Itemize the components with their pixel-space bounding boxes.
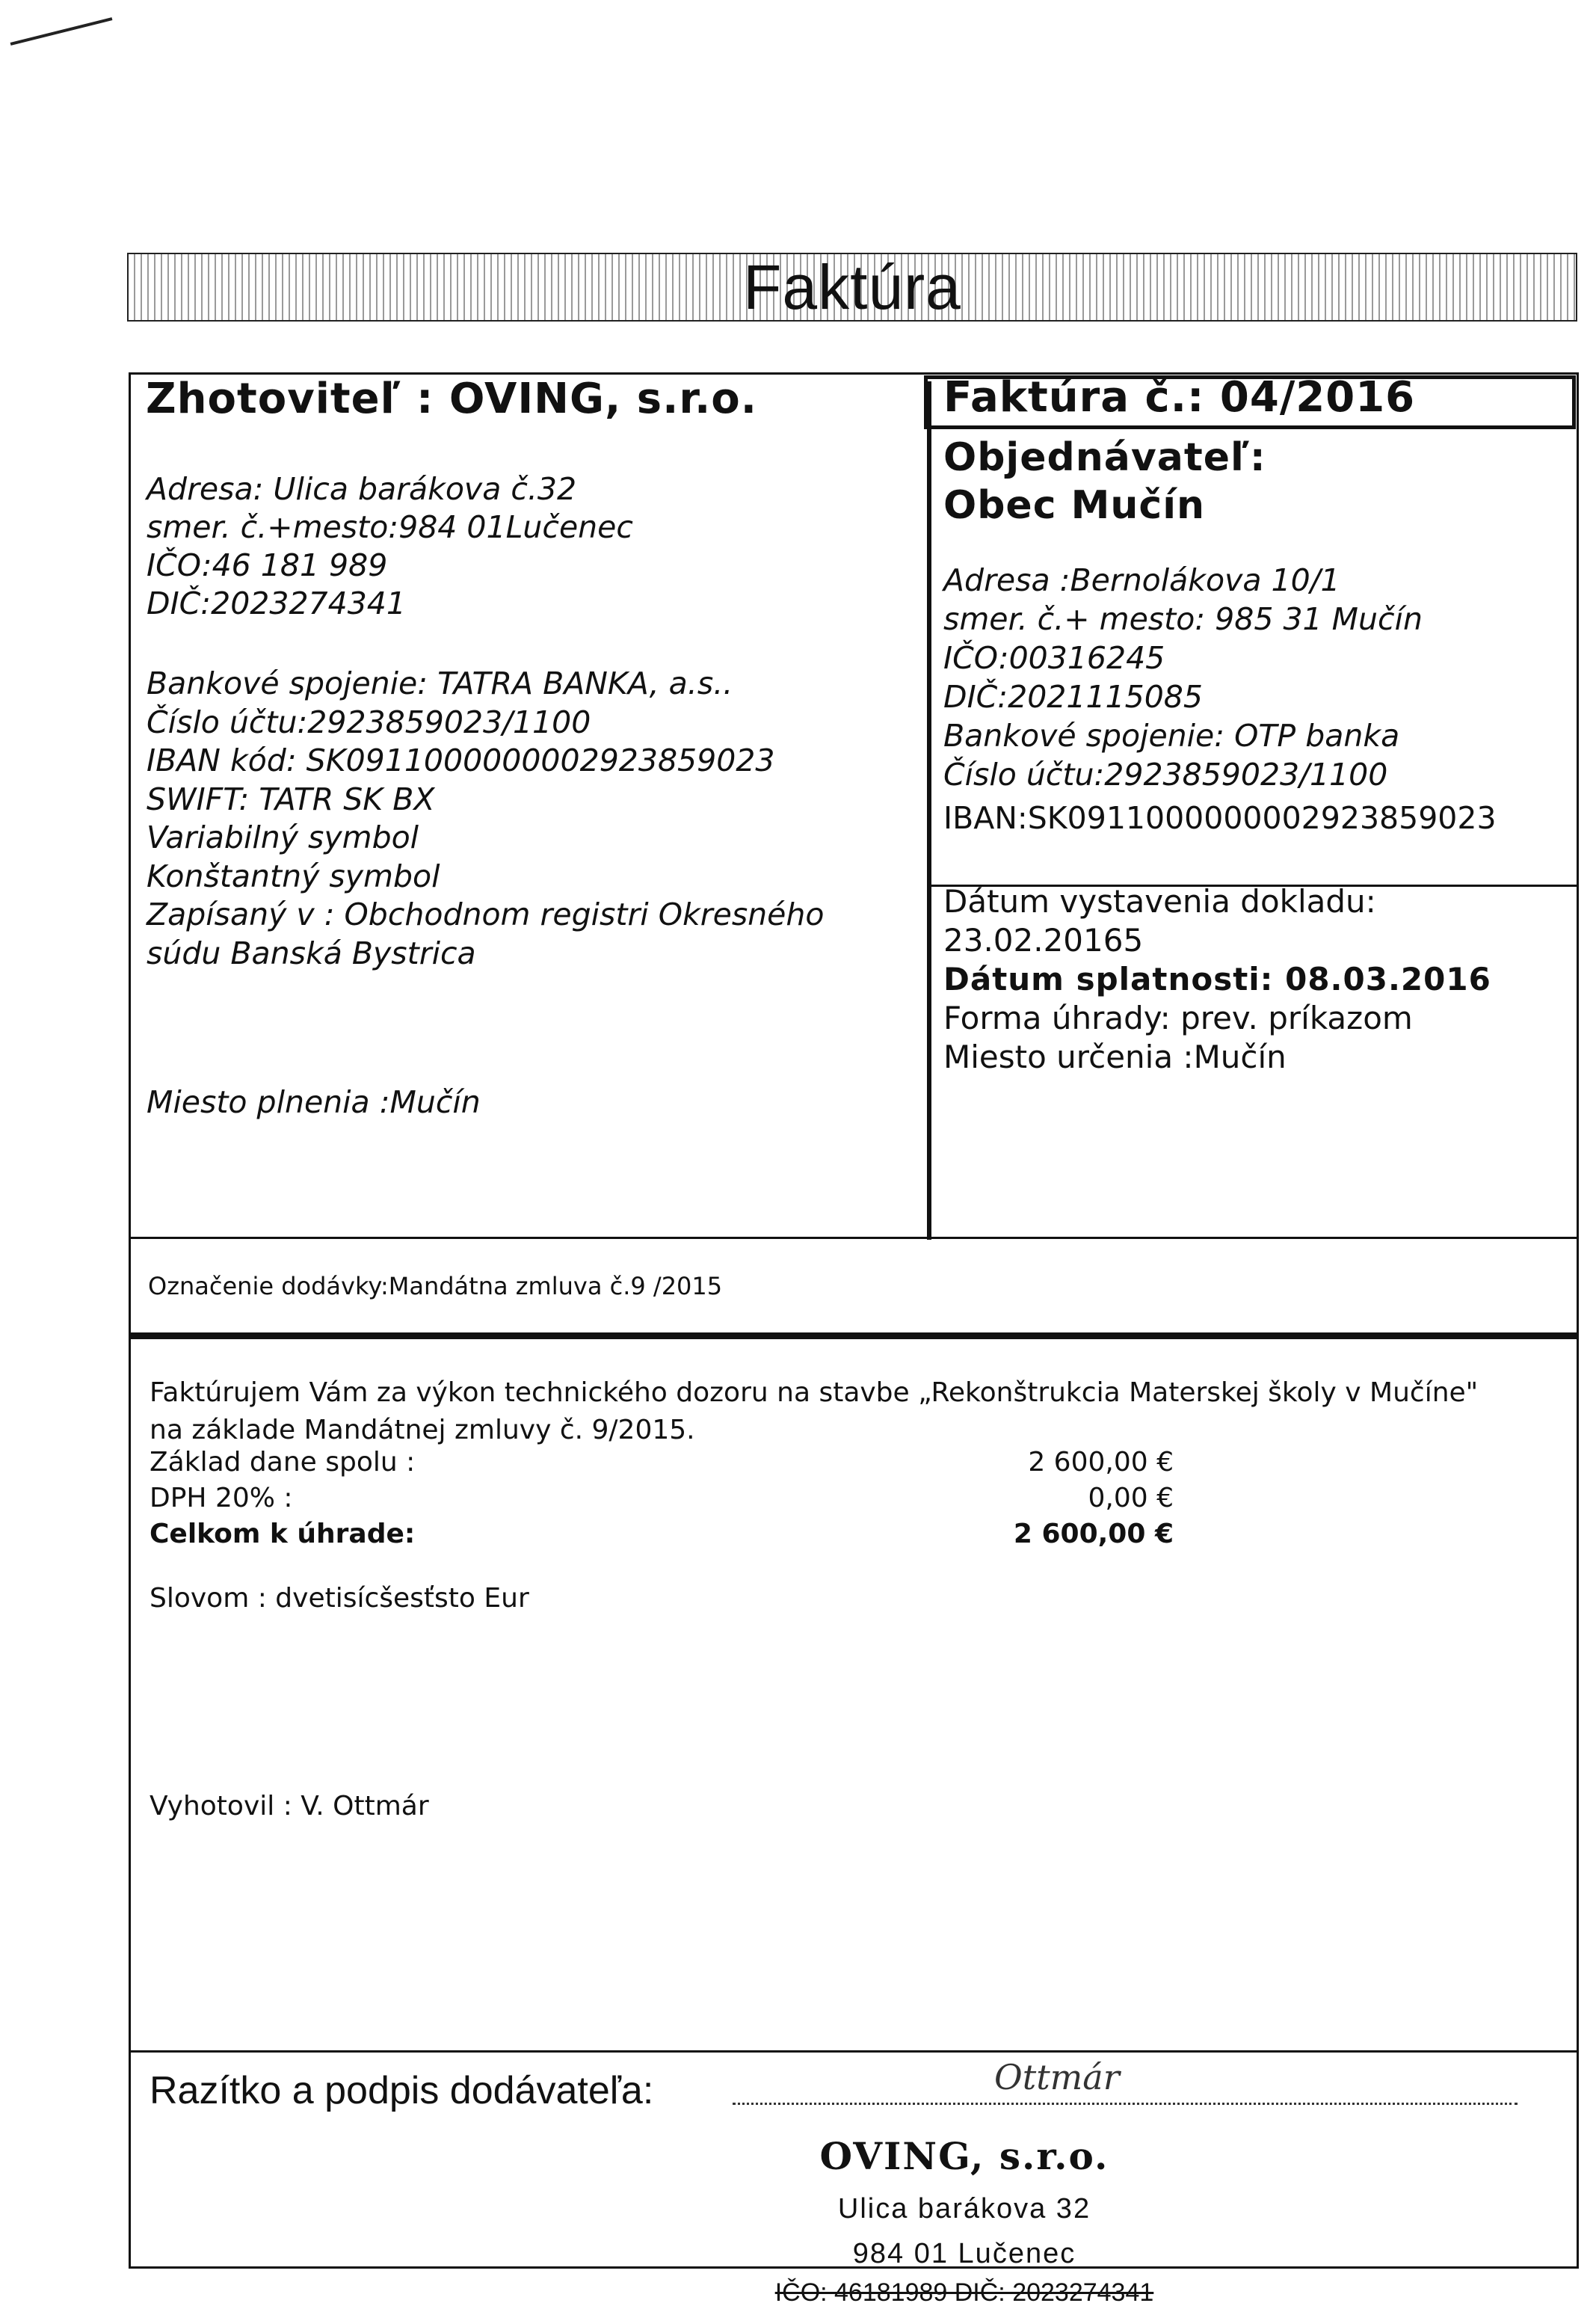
supplier-ico: IČO:46 181 989	[147, 547, 388, 583]
supplier-bank: Bankové spojenie: TATRA BANKA, a.s..	[147, 665, 733, 701]
client-bank: Bankové spojenie: OTP banka	[943, 718, 1400, 754]
payment-form: Forma úhrady: prev. príkazom	[943, 1000, 1413, 1036]
supplier-swift: SWIFT: TATR SK BX	[147, 781, 435, 817]
client-heading-label: Objednávateľ:	[943, 435, 1266, 480]
stamp-ids: IČO: 46181989 DIČ: 2023274341	[774, 2278, 1154, 2307]
amount-labels	[150, 1445, 415, 1552]
base-label: Základ dane spolu :	[150, 1447, 416, 1478]
delivery-bottom-line	[129, 1332, 1579, 1339]
supplier-dic: DIČ:2023274341	[147, 585, 406, 621]
base-value: 2 600,00 €	[1028, 1447, 1174, 1478]
client-ico: IČO:00316245	[943, 640, 1165, 676]
supplier-city: smer. č.+mesto:984 01Lučenec	[147, 509, 633, 545]
vat-value: 0,00 €	[1088, 1483, 1174, 1513]
supplier-bank-block	[147, 664, 824, 972]
due-date: Dátum splatnosti: 08.03.2016	[943, 961, 1491, 997]
supplier-registry-line1: Zapísaný v : Obchodnom registri Okresného	[147, 897, 825, 932]
client-heading	[943, 434, 1266, 529]
scan-mark	[10, 17, 113, 46]
vat-label: DPH 20% :	[150, 1483, 293, 1513]
stamp-company: OVING, s.r.o.	[819, 2134, 1109, 2178]
content-bottom-line	[129, 2050, 1579, 2053]
description	[150, 1374, 1478, 1449]
supplier-variable-symbol: Variabilný symbol	[147, 820, 419, 855]
supplier-address: Adresa: Ulica barákova č.32	[147, 471, 577, 507]
client-iban: IBAN:SK0911000000002923859023	[943, 800, 1497, 836]
header-bottom-line	[129, 1237, 1579, 1239]
supplier-address-block	[147, 470, 633, 622]
title-banner	[127, 253, 1577, 322]
signature-line	[733, 2103, 1518, 2105]
issue-date-value: 23.02.20165	[943, 922, 1144, 959]
document-title: Faktúra	[743, 251, 961, 322]
signature-label: Razítko a podpis dodávateľa:	[150, 2069, 654, 2112]
supplier-heading: Zhotoviteľ : OVING, s.r.o.	[146, 375, 758, 423]
supplier-account: Číslo účtu:2923859023/1100	[147, 704, 591, 740]
client-address-block	[943, 561, 1423, 794]
prepared-by: Vyhotovil : V. Ottmár	[150, 1791, 429, 1821]
delivery-designation: Označenie dodávky:Mandátna zmluva č.9 /2015	[148, 1272, 723, 1300]
supplier-constant-symbol: Konštantný symbol	[147, 858, 440, 894]
column-divider	[927, 381, 931, 1240]
amount-in-words: Slovom : dvetisícšesťsto Eur	[150, 1583, 529, 1614]
supplier-iban: IBAN kód: SK0911000000002923859023	[147, 743, 775, 778]
dates-block	[943, 882, 1491, 1077]
client-name: Obec Mučín	[943, 483, 1206, 528]
issue-date-label: Dátum vystavenia dokladu:	[943, 883, 1376, 920]
invoice-number: Faktúra č.: 04/2016	[943, 373, 1416, 422]
amount-values	[897, 1445, 1174, 1552]
place-of-performance: Miesto plnenia :Mučín	[147, 1084, 481, 1120]
client-address: Adresa :Bernolákova 10/1	[943, 562, 1340, 598]
client-city: smer. č.+ mesto: 985 31 Mučín	[943, 601, 1423, 637]
stamp-street: Ulica barákova 32	[837, 2193, 1091, 2225]
total-label: Celkom k úhrade:	[150, 1519, 416, 1549]
destination: Miesto určenia :Mučín	[943, 1039, 1287, 1075]
stamp-city: 984 01 Lučenec	[852, 2238, 1076, 2269]
supplier-registry-line2: súdu Banská Bystrica	[147, 935, 476, 971]
total-value: 2 600,00 €	[1013, 1519, 1174, 1549]
client-dic: DIČ:2021115085	[943, 679, 1203, 715]
description-line1: Faktúrujem Vám za výkon technického dozoru na stavbe „Rekonštrukcia Materskej školy v Mučíne"	[150, 1377, 1479, 1408]
handwritten-signature: Ottmár	[994, 2057, 1120, 2097]
description-line2: na základe Mandátnej zmluvy č. 9/2015.	[150, 1415, 695, 1445]
client-account: Číslo účtu:2923859023/1100	[943, 757, 1388, 793]
